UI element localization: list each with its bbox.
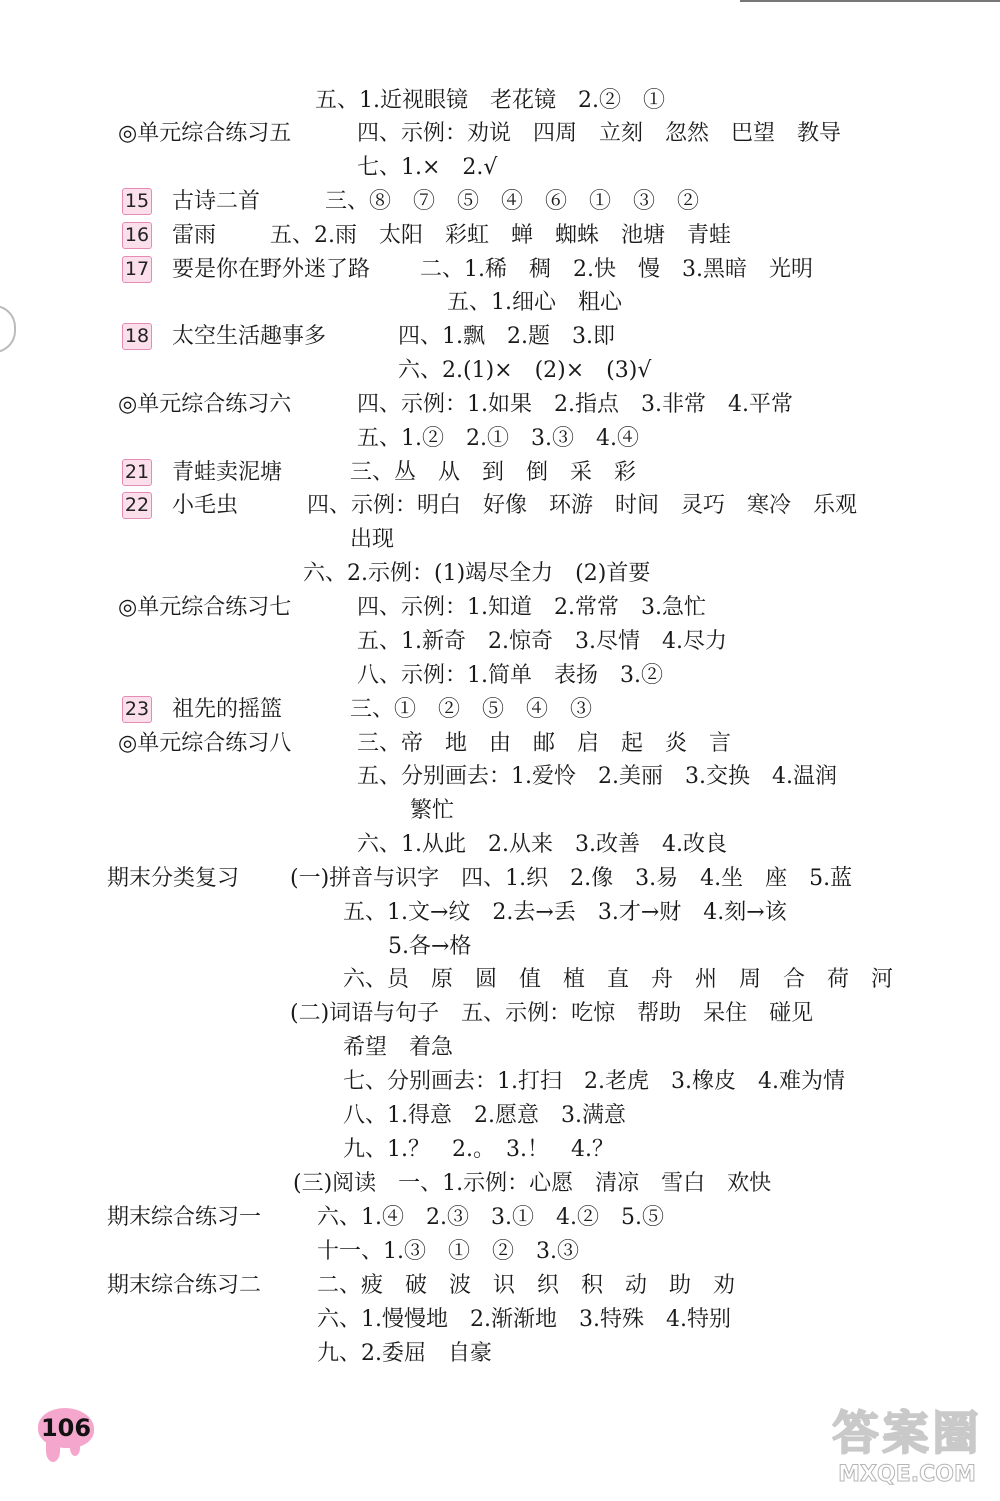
watermark-logo: 答案圈 bbox=[832, 1406, 983, 1460]
answer-line bbox=[0, 625, 1000, 659]
answer-text: 八、1.得意 2.愿意 3.满意 bbox=[343, 1103, 626, 1128]
answer-text: (三)阅读 一、1.示例：心愿 清凉 雪白 欢快 bbox=[293, 1171, 772, 1196]
answer-text: 九、2.委屈 自豪 bbox=[317, 1341, 492, 1366]
answer-text: 四、1.飘 2.题 3.即 bbox=[398, 324, 615, 349]
answer-text: (一)拼音与识字 四、1.织 2.像 3.易 4.坐 座 5.蓝 bbox=[290, 866, 853, 891]
answer-line bbox=[0, 1167, 1000, 1201]
lesson-number-badge: 23 bbox=[122, 696, 152, 723]
answer-line bbox=[0, 828, 1000, 862]
answer-text: 四、示例：1.如果 2.指点 3.非常 4.平常 bbox=[357, 392, 793, 417]
lesson-title bbox=[122, 456, 282, 490]
answer-text: 五、分别画去：1.爱怜 2.美丽 3.交换 4.温润 bbox=[357, 764, 837, 789]
answer-line bbox=[0, 557, 1000, 591]
answer-line bbox=[0, 1065, 1000, 1099]
section-title: 期末综合练习二 bbox=[107, 1273, 262, 1298]
answer-text: 六、2.(1)× (2)× (3)√ bbox=[398, 358, 652, 383]
answer-text: 六、1.慢慢地 2.渐渐地 3.特殊 4.特别 bbox=[317, 1307, 731, 1332]
answer-line bbox=[0, 456, 1000, 490]
answer-line bbox=[0, 794, 1000, 828]
answer-text: 四、示例：明白 好像 环游 时间 灵巧 寒冷 乐观 bbox=[307, 493, 858, 518]
answer-line bbox=[0, 151, 1000, 185]
watermark-site: MXQE.COM bbox=[838, 1462, 976, 1487]
answer-line bbox=[0, 1235, 1000, 1269]
answer-line bbox=[0, 84, 1000, 118]
lesson-title bbox=[122, 693, 282, 727]
answer-text: 三、丛 从 到 倒 采 彩 bbox=[350, 460, 637, 485]
lesson-number-badge: 16 bbox=[122, 222, 152, 249]
answer-line bbox=[0, 1269, 1000, 1303]
answer-text: 六、2.示例：(1)竭尽全力 (2)首要 bbox=[303, 561, 651, 586]
answer-text: 六、1.从此 2.从来 3.改善 4.改良 bbox=[357, 832, 727, 857]
answer-line bbox=[0, 1201, 1000, 1235]
answer-line bbox=[0, 489, 1000, 523]
answer-text: (二)词语与句子 五、示例：吃惊 帮助 呆住 碰见 bbox=[290, 1001, 814, 1026]
answer-text: 希望 着急 bbox=[343, 1035, 454, 1060]
section-title: ◎单元综合练习六 bbox=[118, 392, 292, 417]
answer-text: 六、1.④ 2.③ 3.① 4.② 5.⑤ bbox=[317, 1205, 664, 1230]
answer-text: 三、⑧ ⑦ ⑤ ④ ⑥ ① ③ ② bbox=[325, 189, 700, 214]
answer-text: 三、① ② ⑤ ④ ③ bbox=[350, 697, 593, 722]
section-title: 期末综合练习一 bbox=[107, 1205, 262, 1230]
answer-line bbox=[0, 185, 1000, 219]
lesson-number-badge: 17 bbox=[122, 256, 152, 283]
lesson-name: 青蛙卖泥塘 bbox=[172, 460, 283, 485]
answer-line bbox=[0, 1099, 1000, 1133]
answer-line bbox=[0, 930, 1000, 964]
section-title: ◎单元综合练习七 bbox=[118, 595, 292, 620]
lesson-number-badge: 22 bbox=[122, 492, 152, 519]
answer-text: 七、分别画去：1.打扫 2.老虎 3.橡皮 4.难为情 bbox=[343, 1069, 845, 1094]
answer-line bbox=[0, 862, 1000, 896]
answer-text: 四、示例：劝说 四周 立刻 忽然 巴望 教导 bbox=[357, 121, 842, 146]
answer-text: 四、示例：1.知道 2.常常 3.急忙 bbox=[357, 595, 706, 620]
lesson-number-badge: 21 bbox=[122, 459, 152, 486]
answer-line bbox=[0, 219, 1000, 253]
answer-text: 三、帝 地 由 邮 启 起 炎 言 bbox=[357, 731, 732, 756]
answer-line bbox=[0, 1303, 1000, 1337]
answer-text: 九、1.？ 2.。 3.！ 4.？ bbox=[343, 1137, 614, 1162]
answer-text: 五、1.新奇 2.惊奇 3.尽情 4.尽力 bbox=[357, 629, 727, 654]
answer-text: 出现 bbox=[350, 527, 395, 552]
answer-line bbox=[0, 422, 1000, 456]
answer-line bbox=[0, 286, 1000, 320]
lesson-name: 要是你在野外迷了路 bbox=[172, 257, 371, 282]
answer-text: 五、1.文→纹 2.去→丢 3.才→财 4.刻→该 bbox=[343, 900, 787, 925]
lesson-name: 小毛虫 bbox=[172, 493, 239, 518]
answer-text: 5.各→格 bbox=[388, 934, 472, 959]
answer-line bbox=[0, 117, 1000, 151]
answer-line bbox=[0, 693, 1000, 727]
lesson-name: 古诗二首 bbox=[172, 189, 261, 214]
lesson-number-badge: 15 bbox=[122, 188, 152, 215]
lesson-name: 祖先的摇篮 bbox=[172, 697, 283, 722]
lesson-title bbox=[122, 489, 238, 523]
section-title: 期末分类复习 bbox=[107, 866, 240, 891]
answer-text: 五、2.雨 太阳 彩虹 蝉 蜘蛛 池塘 青蛙 bbox=[270, 223, 731, 248]
answer-text: 五、1.近视眼镜 老花镜 2.② ① bbox=[315, 88, 665, 113]
answer-text: 五、1.② 2.① 3.③ 4.④ bbox=[357, 426, 639, 451]
answer-text: 十一、1.③ ① ② 3.③ bbox=[317, 1239, 579, 1264]
answer-text: 二、1.稀 稠 2.快 慢 3.黑暗 光明 bbox=[420, 257, 813, 282]
answer-line bbox=[0, 760, 1000, 794]
answer-line bbox=[0, 591, 1000, 625]
lesson-title bbox=[122, 185, 260, 219]
answer-line bbox=[0, 1031, 1000, 1065]
answer-line bbox=[0, 997, 1000, 1031]
answer-line bbox=[0, 659, 1000, 693]
answer-line bbox=[0, 963, 1000, 997]
answer-line bbox=[0, 1337, 1000, 1371]
answer-text: 二、疲 破 波 识 织 积 动 助 劝 bbox=[317, 1273, 736, 1298]
answer-line bbox=[0, 896, 1000, 930]
lesson-title bbox=[122, 219, 216, 253]
answer-line bbox=[0, 523, 1000, 557]
lesson-name: 雷雨 bbox=[172, 223, 217, 248]
answer-text: 五、1.细心 粗心 bbox=[447, 290, 622, 315]
page-number: 106 bbox=[38, 1408, 94, 1448]
answer-line bbox=[0, 1133, 1000, 1167]
section-title: ◎单元综合练习五 bbox=[118, 121, 292, 146]
answer-line bbox=[0, 253, 1000, 287]
answer-line bbox=[0, 354, 1000, 388]
lesson-name: 太空生活趣事多 bbox=[172, 324, 327, 349]
answer-line bbox=[0, 727, 1000, 761]
section-title: ◎单元综合练习八 bbox=[118, 731, 292, 756]
answer-text: 八、示例：1.简单 表扬 3.② bbox=[357, 663, 663, 688]
lesson-number-badge: 18 bbox=[122, 323, 152, 350]
answer-text: 繁忙 bbox=[410, 798, 455, 823]
lesson-title bbox=[122, 320, 326, 354]
lesson-title bbox=[122, 253, 370, 287]
answer-text: 七、1.× 2.√ bbox=[357, 155, 498, 180]
answer-text: 六、员 原 圆 值 植 直 舟 州 周 合 荷 河 bbox=[343, 967, 894, 992]
answer-line bbox=[0, 388, 1000, 422]
answer-line bbox=[0, 320, 1000, 354]
